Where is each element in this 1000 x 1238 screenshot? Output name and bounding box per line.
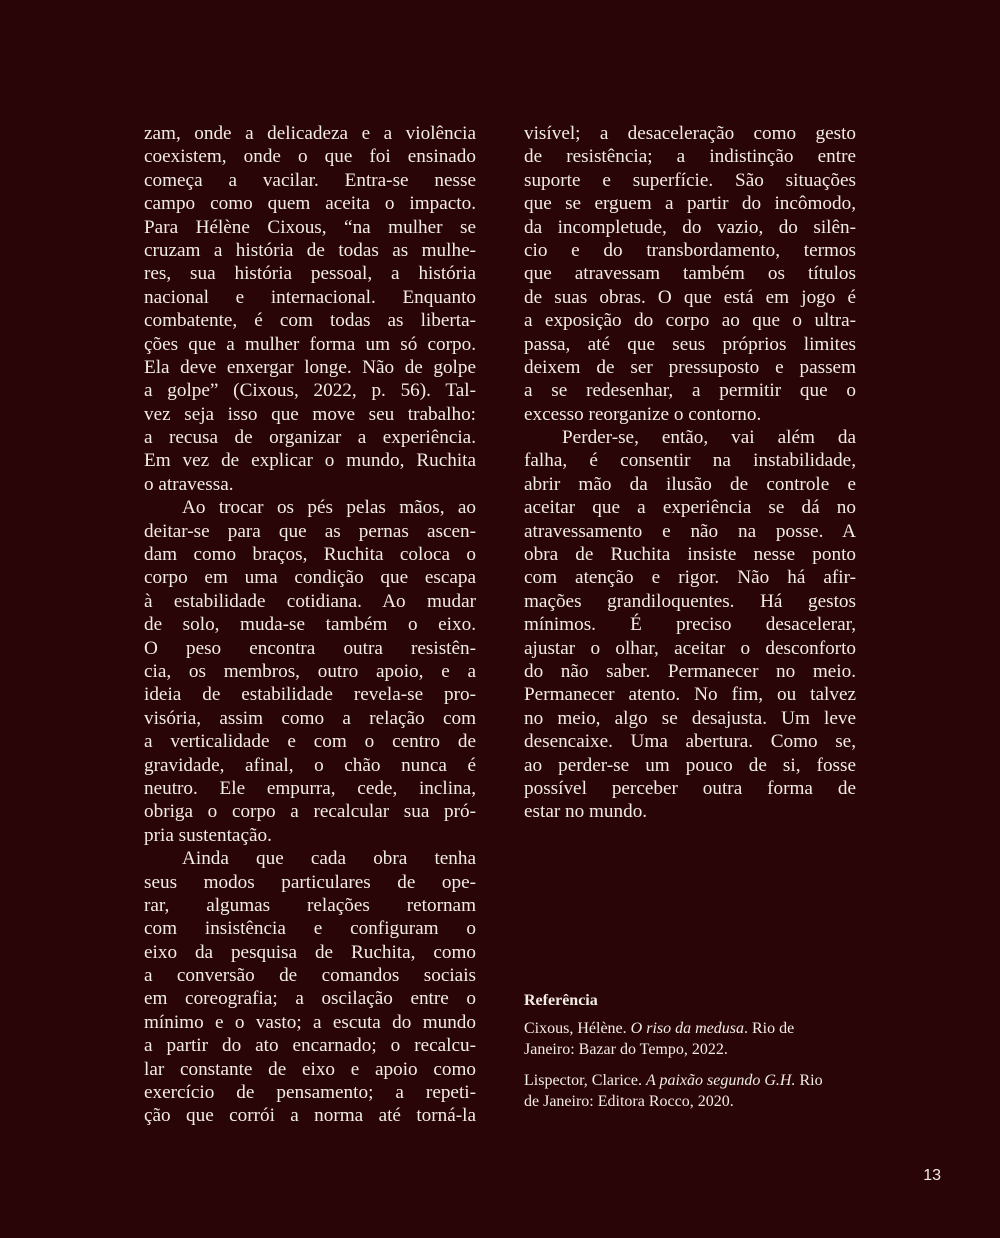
text-line: passa, até que seus próprios limites [524, 333, 856, 355]
text-line: à estabilidade cotidiana. Ao mudar [144, 590, 476, 612]
text-line: a recusa de organizar a experiência. [144, 427, 476, 449]
text-line: a golpe” (Cixous, 2022, p. 56). Tal- [144, 380, 476, 402]
text-line: de resistência; a indistinção entre [524, 146, 856, 168]
text-line: o atravessa. [144, 473, 234, 495]
right-text-column [524, 122, 856, 824]
text-line: campo como quem aceita o impacto. [144, 193, 476, 215]
text-line: Ela deve enxergar longe. Não de golpe [144, 356, 476, 378]
text-line: possível perceber outra forma de [524, 777, 856, 799]
text-line: gravidade, afinal, o chão nunca é [144, 754, 476, 776]
reference-work-title: A paixão segundo G.H. [645, 1071, 796, 1089]
text-line: res, sua história pessoal, a história [144, 263, 476, 285]
text-line: cia, os membros, outro apoio, e a [144, 660, 476, 682]
text-line: abrir mão da ilusão de controle e [524, 473, 856, 495]
text-line: coexistem, onde o que foi ensinado [144, 146, 476, 168]
text-line: a partir do ato encarnado; o recalcu- [144, 1035, 476, 1057]
references-section [524, 990, 884, 1122]
text-line: corpo em uma condição que escapa [144, 567, 476, 589]
reference-line: de Janeiro: Editora Rocco, 2020. [524, 1093, 734, 1110]
text-line: deitar-se para que as pernas ascen- [144, 520, 476, 542]
text-line: Permanecer atento. No fim, ou talvez [524, 684, 856, 706]
text-line: suporte e superfície. São situações [524, 169, 856, 191]
references-heading: Referência [524, 992, 598, 1009]
text-line: ajustar o olhar, aceitar o desconforto [524, 637, 856, 659]
text-line: vez seja isso que move seu trabalho: [144, 403, 476, 425]
text-line: de suas obras. O que está em jogo é [524, 286, 856, 308]
text-line: zam, onde a delicadeza e a violência [144, 123, 476, 144]
text-line: excesso reorganize o contorno. [524, 403, 762, 425]
text-line: visória, assim como a relação com [144, 707, 476, 729]
text-line: mações grandiloquentes. Há gestos [524, 590, 856, 612]
reference-line [524, 1018, 884, 1040]
reference-detail: . Rio de [744, 1019, 795, 1037]
text-line: cruzam a história de todas as mulhe- [144, 239, 476, 261]
text-line: deixem de ser pressuposto e passem [524, 356, 856, 378]
text-line: falha, é consentir na instabilidade, [524, 450, 856, 472]
text-line: mínimo e o vasto; a escuta do mundo [144, 1011, 476, 1033]
text-line: lar constante de eixo e apoio como [144, 1058, 476, 1080]
text-line: a verticalidade e com o centro de [144, 731, 476, 753]
text-line: obra de Ruchita insiste nesse ponto [524, 544, 856, 566]
text-line: visível; a desaceleração como gesto [524, 123, 856, 144]
text-line: ideia de estabilidade revela-se pro- [144, 684, 476, 706]
text-line: com insistência e configuram o [144, 918, 476, 940]
text-line: ao perder-se um pouco de si, fosse [524, 754, 856, 776]
text-line: desencaixe. Uma abertura. Como se, [524, 731, 856, 753]
text-line: exercício de pensamento; a repeti- [144, 1082, 476, 1104]
reference-author: Cixous, Hélène. [524, 1019, 631, 1037]
text-line: cio e do transbordamento, termos [524, 239, 856, 261]
left-text-column [144, 122, 476, 1128]
text-line: estar no mundo. [524, 801, 648, 823]
paragraph-start-line: Ainda que cada obra tenha [182, 848, 476, 870]
text-line: combatente, é com todas as liberta- [144, 310, 476, 332]
text-line: em coreografia; a oscilação entre o [144, 988, 476, 1010]
text-line: dam como braços, Ruchita coloca o [144, 544, 476, 566]
text-line: aceitar que a experiência se dá no [524, 497, 856, 519]
text-line: ções que a mulher forma um só corpo. [144, 333, 476, 355]
text-line: eixo da pesquisa de Ruchita, como [144, 941, 476, 963]
text-line: seus modos particulares de ope- [144, 871, 476, 893]
text-line: O peso encontra outra resistên- [144, 637, 476, 659]
text-line: Para Hélène Cixous, “na mulher se [144, 216, 476, 238]
text-line: obriga o corpo a recalcular sua pró- [144, 801, 476, 823]
page-number: 13 [923, 1167, 941, 1184]
text-line: rar, algumas relações retornam [144, 894, 476, 916]
text-line: Em vez de explicar o mundo, Ruchita [144, 450, 476, 472]
text-line: começa a vacilar. Entra-se nesse [144, 169, 476, 191]
text-line: ção que corrói a norma até torná-la [144, 1105, 476, 1127]
text-line: no meio, algo se desajusta. Um leve [524, 707, 856, 729]
text-line: que atravessam também os títulos [524, 263, 856, 285]
text-line: atravessamento e não na posse. A [524, 520, 856, 542]
paragraph-start-line: Perder-se, então, vai além da [562, 427, 856, 449]
reference-entry [524, 1018, 884, 1061]
reference-detail: Rio [795, 1071, 823, 1089]
text-line: do não saber. Permanecer no meio. [524, 660, 856, 682]
reference-line [524, 1070, 884, 1092]
text-line: mínimos. É preciso desacelerar, [524, 614, 856, 636]
text-line: que se erguem a partir do incômodo, [524, 193, 856, 215]
reference-entry [524, 1070, 884, 1113]
text-line: com atenção e rigor. Não há afir- [524, 567, 856, 589]
text-line: de solo, muda-se também o eixo. [144, 614, 476, 636]
reference-author: Lispector, Clarice. [524, 1071, 646, 1089]
text-line: pria sustentação. [144, 824, 272, 846]
reference-line: Janeiro: Bazar do Tempo, 2022. [524, 1041, 728, 1058]
text-line: a exposição do corpo ao que o ultra- [524, 310, 856, 332]
text-line: neutro. Ele empurra, cede, inclina, [144, 777, 476, 799]
text-line: da incompletude, do vazio, do silên- [524, 216, 856, 238]
text-line: a se redesenhar, a permitir que o [524, 380, 856, 402]
paragraph-start-line: Ao trocar os pés pelas mãos, ao [182, 497, 476, 519]
text-line: nacional e internacional. Enquanto [144, 286, 476, 308]
text-line: a conversão de comandos sociais [144, 965, 476, 987]
reference-work-title: O riso da medusa [630, 1019, 744, 1037]
